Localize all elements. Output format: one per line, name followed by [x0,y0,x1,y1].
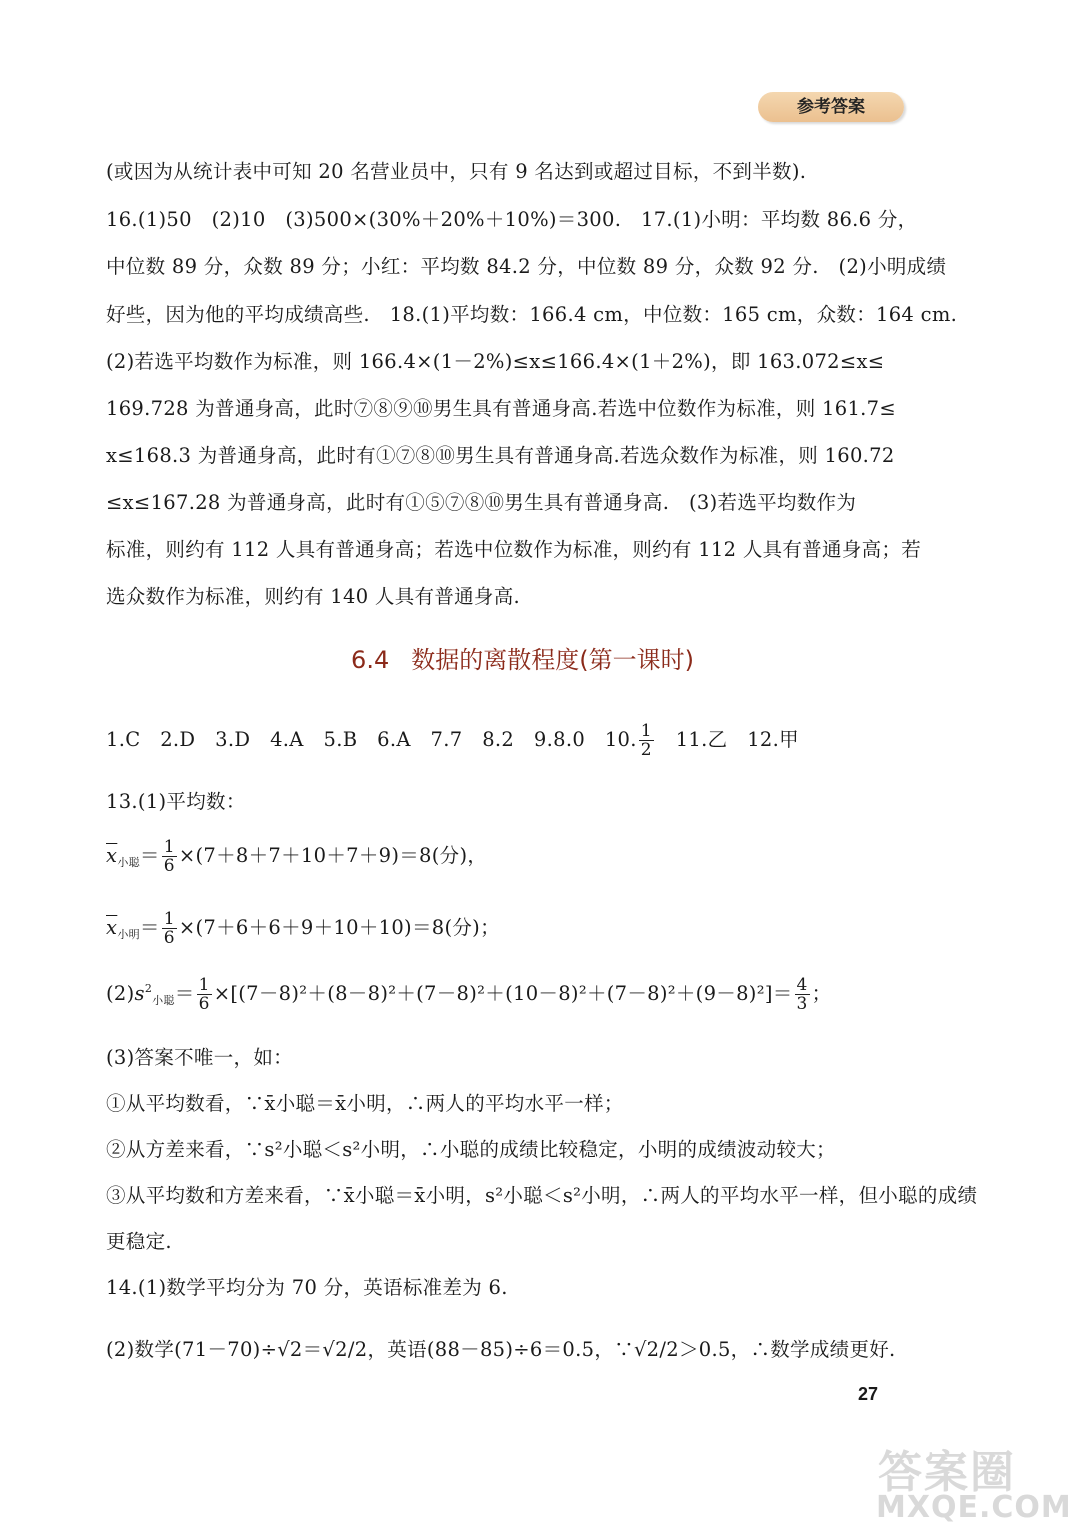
answer-key-badge: 参考答案 [758,92,904,122]
watermark-url: MXQE.COM [876,1490,1072,1525]
q13-conclusion-2: ②从方差来看，∵s²小聪＜s²小明，∴小聪的成绩比较稳定，小明的成绩波动较大； [106,1138,836,1161]
text-line: 选众数作为标准，则约有 140 人具有普通身高. [106,585,521,608]
watermark-text: 答案圈 [878,1447,1016,1498]
q13-avg-xiaoming: $\overline{x}_{小明}=$ $\frac{1}{6}$ ×(7＋6＋6＋9＋10＋10)＝8(分)； [106,909,500,948]
q13-avg-xiaocong: $\overline{x}_{小聪}=$ $\frac{1}{6}$ ×(7＋8＋7＋10＋7＋9)＝8(分)， [106,837,488,876]
page-number: 27 [858,1384,879,1404]
q13-conclusion-1: ①从平均数看，∵x̄小聪＝x̄小明，∴两人的平均水平一样； [106,1092,624,1115]
q13-variance: $(2)s^2_{小聪}=$ $\frac{1}{6}$ ×[(7－8)²＋(8－8)²＋(7－8)²＋(10－8)²＋(7－8)²＋(9－8)²]＝ $\frac{4}{3}$ ； [106,975,832,1014]
text-line: 好些，因为他的平均成绩高些. 18.(1)平均数：166.4 cm，中位数：165 cm，众数：164 cm. [106,303,958,326]
section-heading: 数据的离散程度(第一课时) [411,646,694,674]
text-line: ≤x≤167.28 为普通身高，此时有①⑤⑦⑧⑩男生具有普通身高. (3)若选平均数作为 [106,491,857,514]
answers-line [106,722,799,759]
answers-text: 1.C 2.D 3.D 4.A 5.B 6.A 7.7 8.2 9.8.0 10. [106,728,637,751]
q13-part1: 13.(1)平均数： [106,790,246,813]
text-line: 16.(1)50 (2)10 (3)500×(30%＋20%＋10%)＝300. 17.(1)小明：平均数 86.6 分， [106,208,918,231]
q14-part2: (2)数学(71－70)÷√2＝√2/2，英语(88－85)÷6＝0.5，∵√2/2＞0.5，∴数学成绩更好. [106,1338,896,1361]
text-line: x≤168.3 为普通身高，此时有①⑦⑧⑩男生具有普通身高.若选众数作为标准，则 160.72 [106,444,895,467]
q13-part3: (3)答案不唯一，如： [106,1046,293,1069]
fraction: $\frac{1}{2}$ [640,721,652,760]
text-line: (或因为从统计表中可知 20 名营业员中，只有 9 名达到或超过目标，不到半数). [106,160,807,183]
text-line: (2)若选平均数作为标准，则 166.4×(1－2%)≤x≤166.4×(1＋2%)，即 163.072≤x≤ [106,350,885,373]
text-line: 标准，则约有 112 人具有普通身高；若选中位数作为标准，则约有 112 人具有普通身高；若 [106,538,922,561]
answers-tail: 11.乙 12.甲 [655,728,799,751]
q13-conclusion-3b: 更稳定. [106,1230,172,1253]
text-line: 169.728 为普通身高，此时⑦⑧⑨⑩男生具有普通身高.若选中位数作为标准，则 161.7≤ [106,397,896,420]
text-line: 中位数 89 分，众数 89 分；小红：平均数 84.2 分，中位数 89 分，众数 92 分. (2)小明成绩 [106,255,947,278]
watermark-logo [868,1436,1072,1532]
section-number: 6.4 [351,646,390,674]
q13-conclusion-3: ③从平均数和方差来看，∵x̄小聪＝x̄小明，s²小聪＜s²小明，∴两人的平均水平一样，但小聪的成绩 [106,1184,978,1207]
q14-part1: 14.(1)数学平均分为 70 分，英语标准差为 6. [106,1276,508,1299]
section-title [0,640,1045,675]
